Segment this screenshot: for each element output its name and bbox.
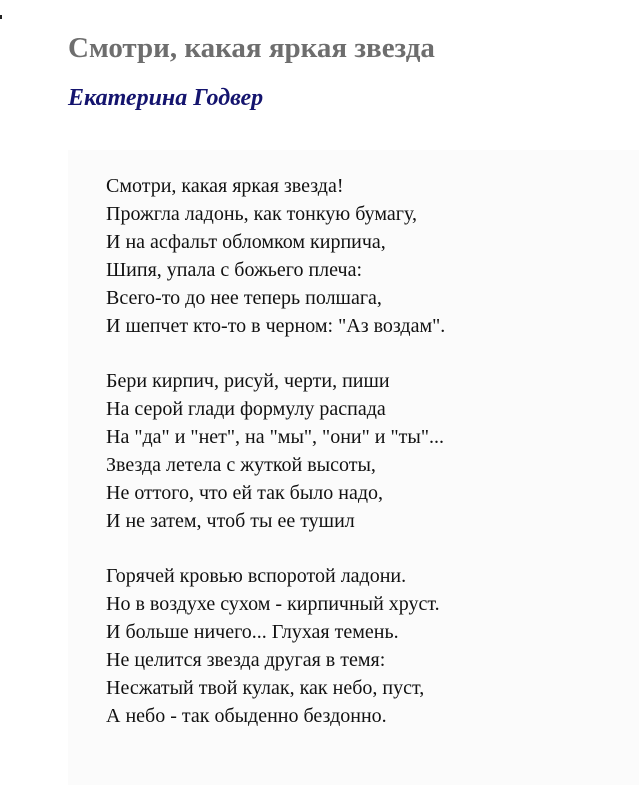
poem-line: Шипя, упала с божьего плеча: (106, 259, 363, 281)
poem-line: Всего-то до нее теперь полшага, (106, 287, 382, 309)
poem-line: А небо - так обыденно бездонно. (106, 705, 387, 727)
poem-line: Прожгла ладонь, как тонкую бумагу, (106, 203, 417, 225)
poem-line: Но в воздухе сухом - кирпичный хруст. (106, 593, 440, 615)
poem-author: Екатерина Годвер (68, 85, 264, 111)
poem-line: И на асфальт обломком кирпича, (106, 231, 386, 253)
poem-line: И шепчет кто-то в черном: "Аз воздам". (106, 315, 446, 337)
poem-line: На серой глади формулу распада (106, 398, 386, 420)
poem-line: Не целится звезда другая в темя: (106, 649, 386, 671)
stanza-3 (106, 562, 445, 730)
edge-mark (0, 15, 2, 19)
poem-title: Смотри, какая яркая звезда (68, 32, 435, 64)
poem-body (106, 172, 445, 730)
poem-line: И не затем, чтоб ты ее тушил (106, 510, 355, 532)
poem-line: Бери кирпич, рисуй, черти, пиши (106, 370, 390, 392)
poem-line: Горячей кровью вспоротой ладони. (106, 565, 407, 587)
poem-line: Смотри, какая яркая звезда! (106, 175, 344, 197)
poem-line: И больше ничего... Глухая темень. (106, 621, 399, 643)
stanza-1 (106, 172, 445, 340)
poem-line: Несжатый твой кулак, как небо, пуст, (106, 677, 425, 699)
poem-line: На "да" и "нет", на "мы", "они" и "ты"... (106, 426, 444, 448)
poem-line: Звезда летела с жуткой высоты, (106, 454, 376, 476)
stanza-2 (106, 367, 445, 535)
poem-line: Не оттого, что ей так было надо, (106, 482, 384, 504)
